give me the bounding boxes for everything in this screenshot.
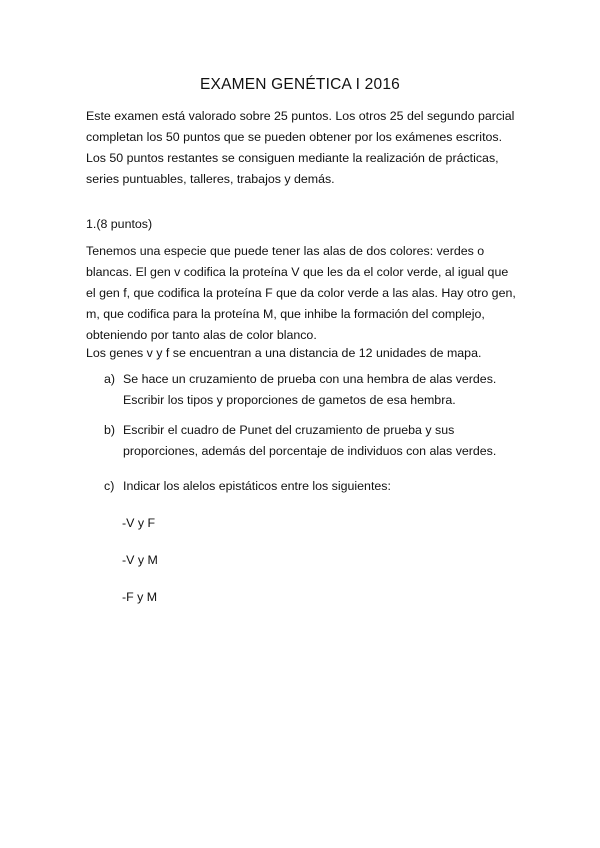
- list-item-b: [104, 420, 524, 462]
- question-heading: [86, 214, 516, 235]
- question-statement-text: Tenemos una especie que puede tener las alas de dos colores: verdes o blancas. El gen v codifica la proteína V que les da el color verde, al igual que el gen f, que codifica la proteína F que da color verde a las alas. Hay otro gen, m, que codifica para la proteína M, que inhibe la formación del complejo, obteniendo por tanto alas de color blanco.: [86, 244, 516, 342]
- question-statement: [86, 241, 516, 346]
- genes-distance-text: Los genes v y f se encuentran a una distancia de 12 unidades de mapa.: [86, 346, 482, 360]
- list-item-a: [104, 369, 524, 411]
- question-heading-text: 1.(8 puntos): [86, 217, 153, 231]
- list-marker: c): [104, 479, 115, 493]
- page-title: EXAMEN GENÉTICA I 2016: [200, 76, 400, 93]
- genes-distance: [86, 343, 516, 364]
- intro-paragraph: [86, 106, 516, 190]
- list-item-c: [104, 476, 524, 497]
- list-item-text: Escribir el cuadro de Punet del cruzamiento de prueba y sus proporciones, además del porcentaje de individuos con alas verdes.: [123, 423, 497, 458]
- list-marker: b): [104, 423, 116, 437]
- allele-pair-v-f: -V y F: [122, 516, 156, 530]
- list-marker: a): [104, 372, 116, 386]
- allele-pair-v-m: -V y M: [122, 553, 158, 567]
- allele-pair-f-m: -F y M: [122, 590, 158, 604]
- intro-text: Este examen está valorado sobre 25 puntos. Los otros 25 del segundo parcial completan los 50 puntos que se pueden obtener por los exámenes escritos. Los 50 puntos restantes se consiguen mediante la realización de prácticas, series puntuables, talleres, trabajos y demás.: [86, 109, 515, 186]
- list-item-text: Se hace un cruzamiento de prueba con una hembra de alas verdes. Escribir los tipos y proporciones de gametos de esa hembra.: [123, 372, 497, 407]
- list-item-text: Indicar los alelos epistáticos entre los siguientes:: [123, 479, 391, 493]
